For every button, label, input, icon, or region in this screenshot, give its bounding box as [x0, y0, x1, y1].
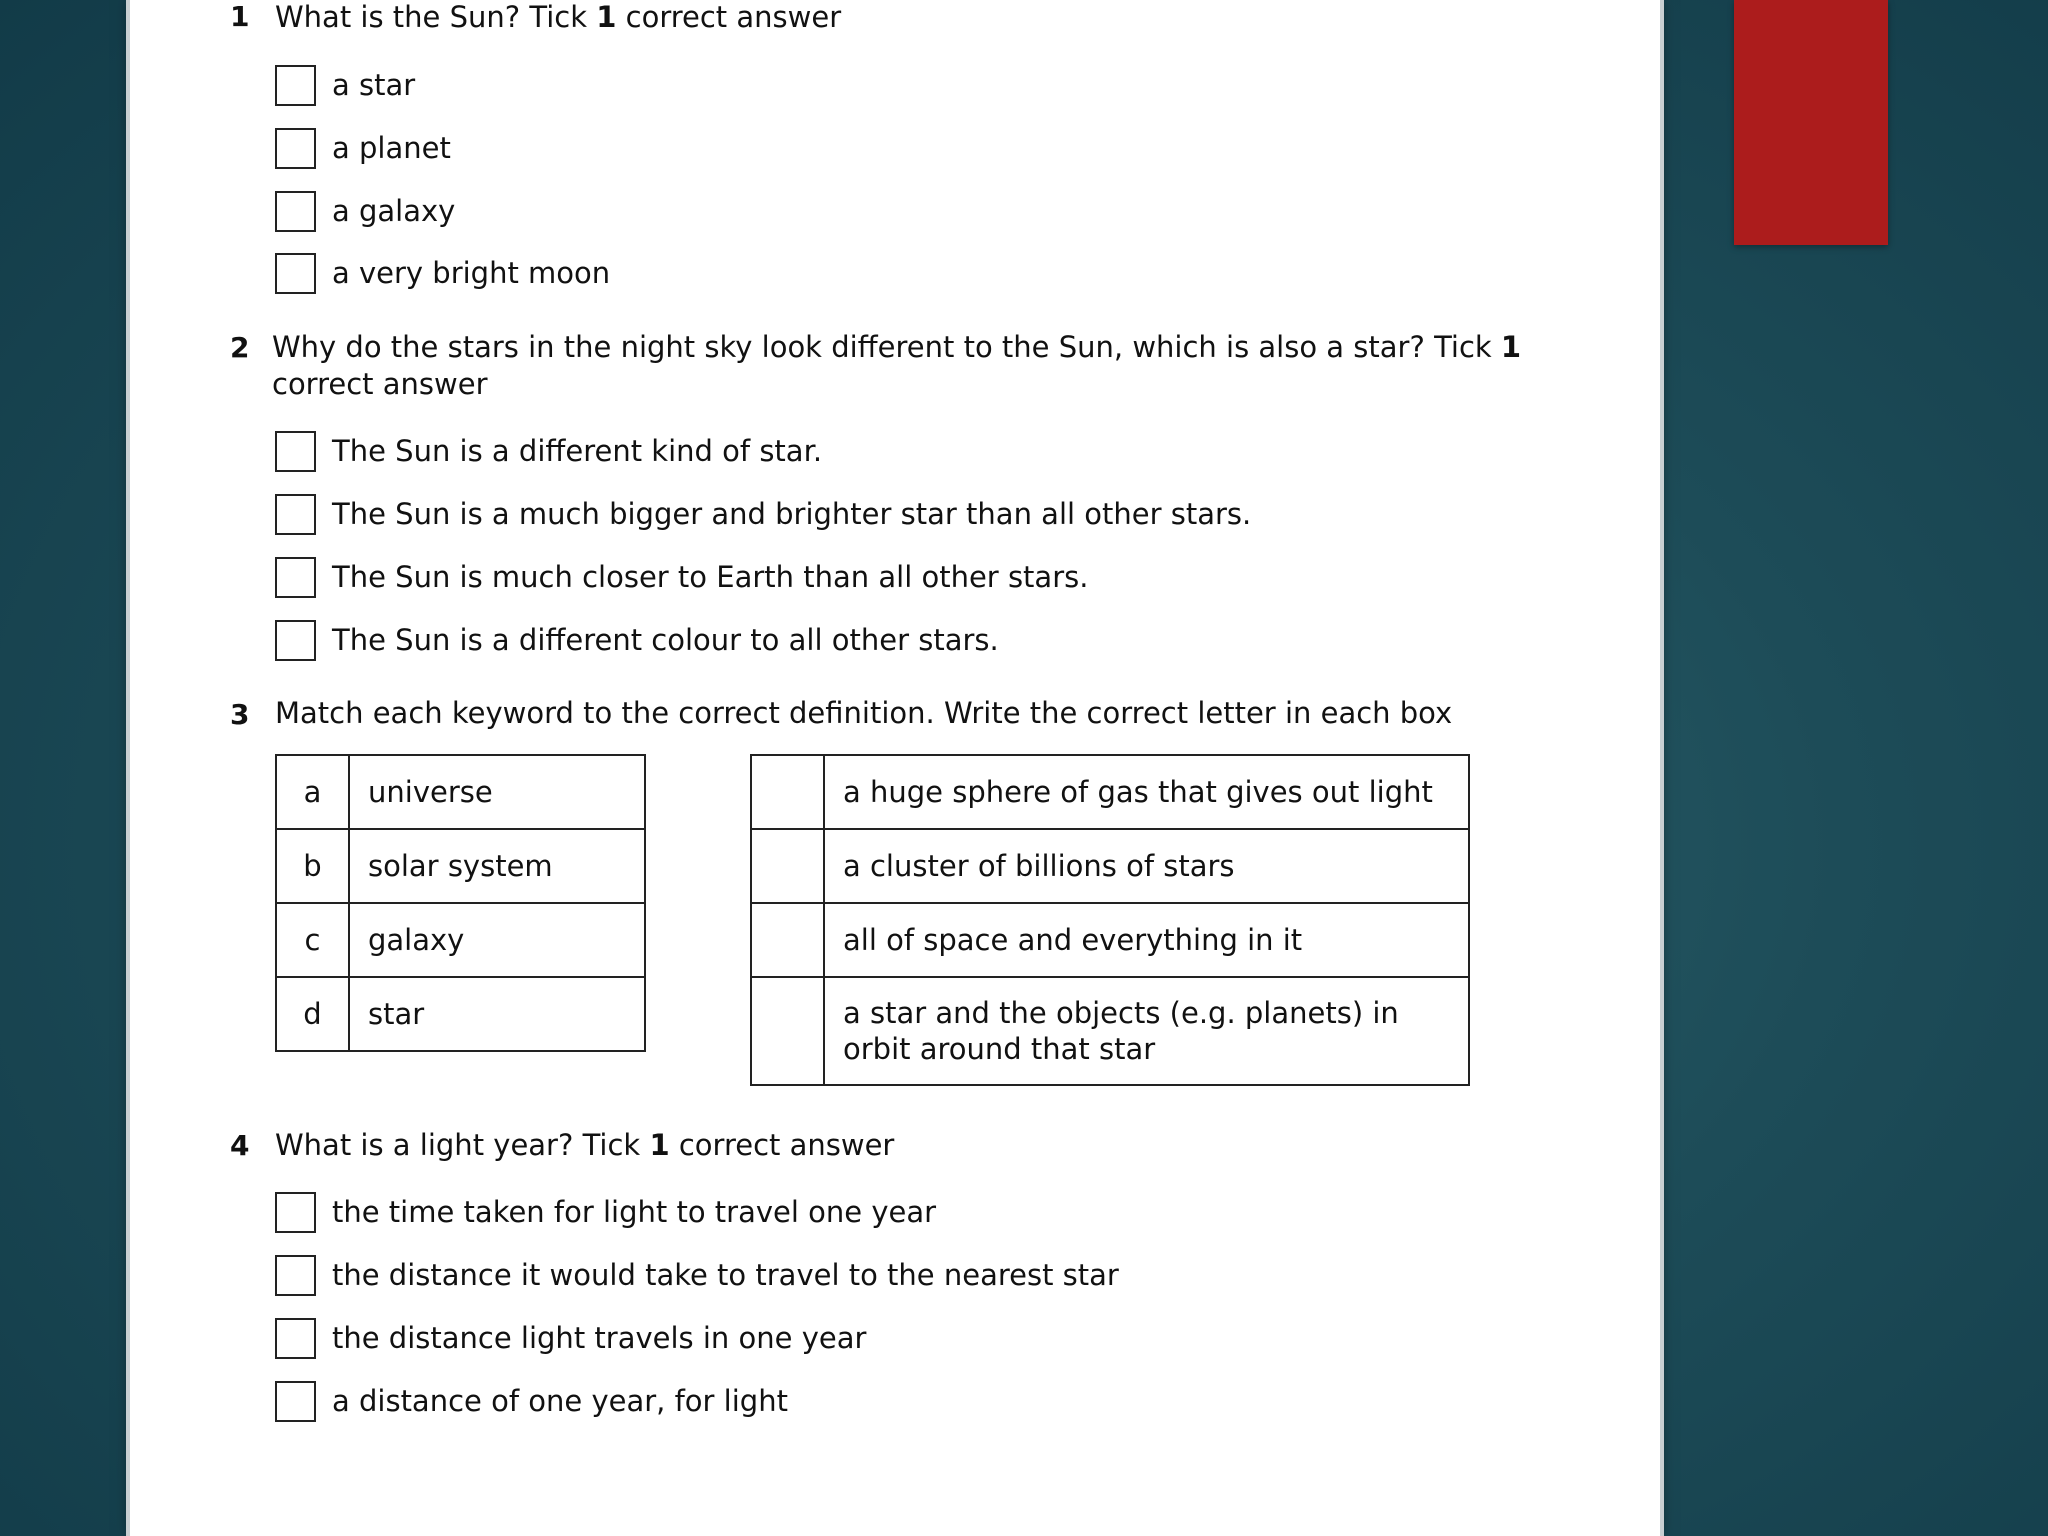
- keyword-row: [276, 977, 645, 1051]
- question-2-bold: 1: [1500, 330, 1522, 364]
- question-4-number: 4: [230, 1129, 250, 1162]
- q2-option-3[interactable]: [275, 555, 1088, 599]
- q1-option-2[interactable]: [275, 126, 451, 170]
- q4-option-2[interactable]: [275, 1253, 1119, 1297]
- checkbox[interactable]: [275, 1381, 316, 1422]
- q2-option-4[interactable]: [275, 618, 999, 662]
- q1-option-3[interactable]: [275, 189, 455, 233]
- keyword-letter: b: [276, 829, 349, 903]
- q2-option-2[interactable]: [275, 492, 1251, 536]
- question-2-text-part: Why do the stars in the night sky look different to the Sun, which is also a star? Tick: [272, 330, 1501, 364]
- option-label: a distance of one year, for light: [332, 1384, 788, 1418]
- definition: a cluster of billions of stars: [824, 829, 1469, 903]
- q1-option-1[interactable]: [275, 63, 415, 107]
- question-1-bold: 1: [596, 0, 617, 34]
- red-accent-block: [1734, 0, 1888, 245]
- option-label: The Sun is much closer to Earth than all other stars.: [332, 560, 1089, 594]
- checkbox[interactable]: [275, 620, 316, 661]
- q4-option-1[interactable]: [275, 1190, 936, 1234]
- keyword-table: [275, 754, 646, 1052]
- answer-box[interactable]: [751, 755, 824, 829]
- option-label: the time taken for light to travel one year: [332, 1195, 937, 1229]
- option-label: the distance light travels in one year: [332, 1321, 867, 1355]
- keyword-letter: a: [276, 755, 349, 829]
- option-label: The Sun is a different colour to all other stars.: [332, 623, 999, 657]
- q1-option-4[interactable]: [275, 251, 610, 295]
- keyword-letter: c: [276, 903, 349, 977]
- checkbox[interactable]: [275, 128, 316, 169]
- q2-option-1[interactable]: [275, 429, 822, 473]
- option-label: The Sun is a different kind of star.: [332, 434, 823, 468]
- keyword: universe: [349, 755, 645, 829]
- keyword-letter: d: [276, 977, 349, 1051]
- answer-box[interactable]: [751, 977, 824, 1085]
- definition-row: [751, 903, 1469, 977]
- option-label: a galaxy: [332, 194, 456, 228]
- definition: a huge sphere of gas that gives out light: [824, 755, 1469, 829]
- checkbox[interactable]: [275, 65, 316, 106]
- question-4-bold: 1: [649, 1128, 670, 1162]
- checkbox[interactable]: [275, 1255, 316, 1296]
- question-3-number: 3: [230, 698, 250, 731]
- option-label: The Sun is a much bigger and brighter star than all other stars.: [332, 497, 1252, 531]
- option-label: a very bright moon: [332, 256, 611, 290]
- checkbox[interactable]: [275, 431, 316, 472]
- keyword-row: [276, 903, 645, 977]
- definition-row: [751, 755, 1469, 829]
- question-1-text-end: correct answer: [616, 0, 842, 34]
- definition-row: [751, 977, 1469, 1085]
- option-label: a star: [332, 68, 416, 102]
- checkbox[interactable]: [275, 494, 316, 535]
- question-4-text-end: correct answer: [669, 1128, 895, 1162]
- keyword: star: [349, 977, 645, 1051]
- question-4-text-part: What is a light year? Tick: [275, 1128, 650, 1162]
- definition-table: [750, 754, 1470, 1086]
- question-3-text: Match each keyword to the correct definition. Write the correct letter in each box: [275, 696, 1453, 730]
- option-label: the distance it would take to travel to the nearest star: [332, 1258, 1119, 1292]
- checkbox[interactable]: [275, 253, 316, 294]
- definition-row: [751, 829, 1469, 903]
- checkbox[interactable]: [275, 1192, 316, 1233]
- question-1-number: 1: [230, 0, 250, 33]
- answer-box[interactable]: [751, 903, 824, 977]
- q4-option-4[interactable]: [275, 1379, 788, 1423]
- question-1-text: [275, 0, 841, 36]
- keyword: galaxy: [349, 903, 645, 977]
- keyword-row: [276, 829, 645, 903]
- question-2-text: [272, 329, 1532, 403]
- question-2-text-end: correct answer: [272, 367, 488, 401]
- question-1-text-part: What is the Sun? Tick: [275, 0, 597, 34]
- checkbox[interactable]: [275, 1318, 316, 1359]
- keyword: solar system: [349, 829, 645, 903]
- checkbox[interactable]: [275, 557, 316, 598]
- definition: a star and the objects (e.g. planets) in orbit around that star: [824, 977, 1469, 1085]
- option-label: a planet: [332, 131, 451, 165]
- question-2-number: 2: [230, 331, 250, 364]
- answer-box[interactable]: [751, 829, 824, 903]
- q4-option-3[interactable]: [275, 1316, 866, 1360]
- definition: all of space and everything in it: [824, 903, 1469, 977]
- checkbox[interactable]: [275, 191, 316, 232]
- keyword-row: [276, 755, 645, 829]
- question-4-text: [275, 1127, 894, 1164]
